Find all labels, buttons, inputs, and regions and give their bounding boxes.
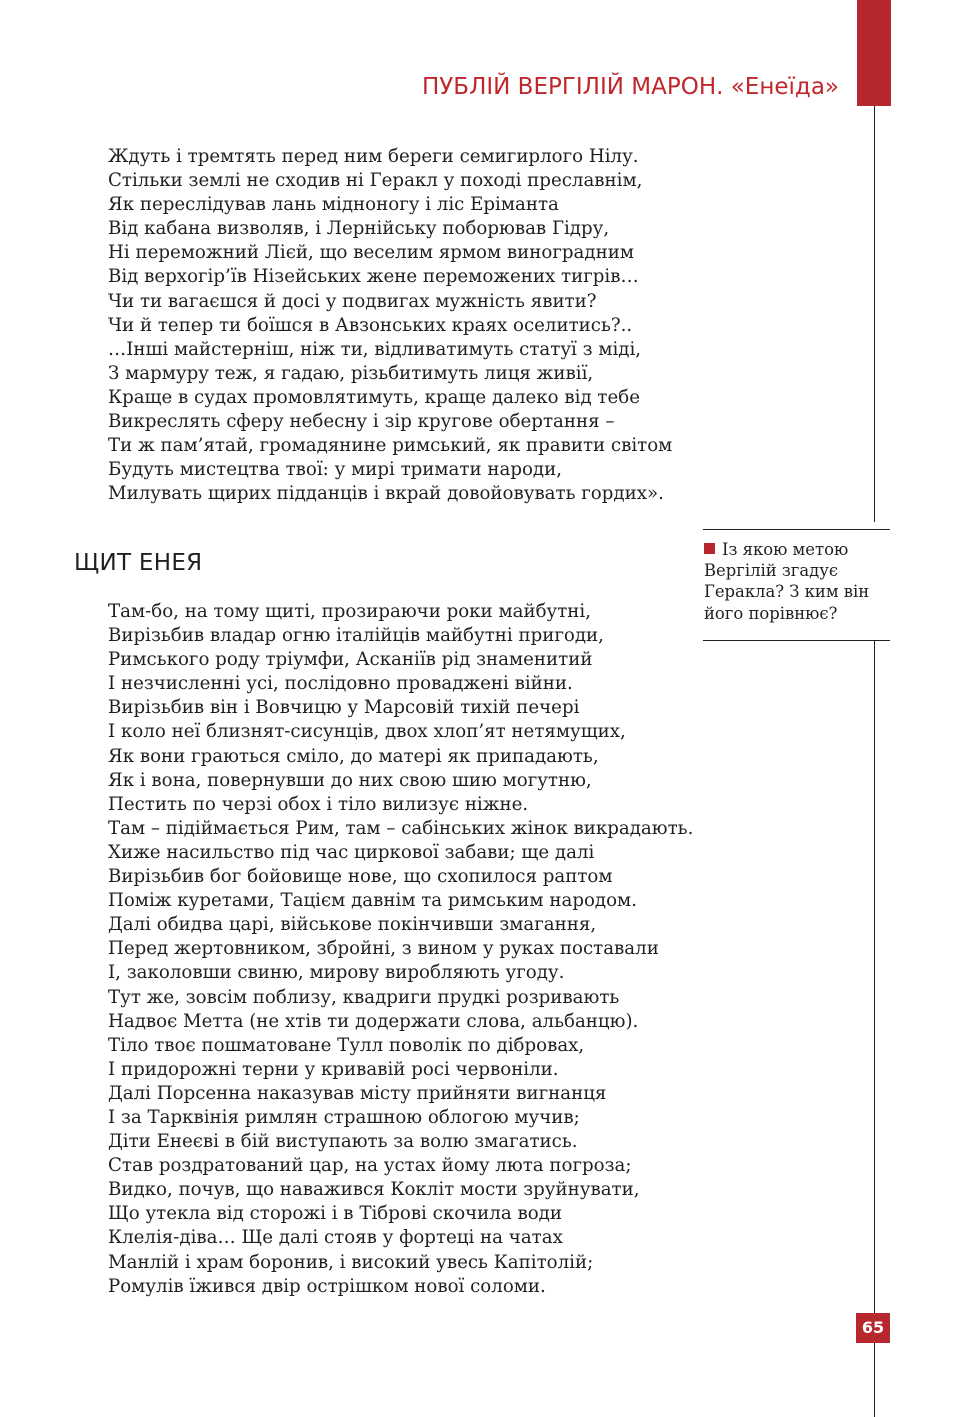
- poem-line: Тут же, зовсім поблизу, квадриги прудкі розривають: [108, 986, 620, 1008]
- poem-line: Краще в судах промовлятимуть, краще далеко від тебе: [108, 386, 640, 408]
- poem-line: Манлій і храм боронив, і високий увесь Капітолій;: [108, 1251, 594, 1273]
- poem-line: Що утекла від сторожі і в Тіброві скочила води: [108, 1203, 562, 1225]
- poem-line: І за Тарквінія римлян страшною облогою мучив;: [108, 1106, 580, 1128]
- sidebar-question-text: Із якою метою Вергілій згадує Геракла? З ким він його порівнює?: [704, 540, 870, 623]
- margin-rule-bottom: [874, 641, 875, 1313]
- poem-line: …Інші майстерніш, ніж ти, відливатимуть статуї з міді,: [108, 338, 642, 360]
- poem-line: Милувать щирих підданців і вкрай довойовувать гордих».: [108, 483, 664, 505]
- poem-line: Видко, почув, що наважився Коклiт мости зруйнувати,: [108, 1179, 640, 1201]
- poem-top: [108, 145, 672, 506]
- poem-line: Ти ж пам’ятай, громадянине римський, як правити світом: [108, 435, 673, 457]
- poem-line: Стільки землі не сходив ні Геракл у поході преславнім,: [108, 170, 643, 192]
- margin-rule-top: [874, 106, 875, 522]
- poem-line: Від кабана визволяв, і Лернійську поборював Гідру,: [108, 218, 610, 240]
- poem-line: Римського роду тріумфи, Асканіїв рід знаменитий: [108, 649, 593, 671]
- poem-line: Як і вона, повернувши до них свою шию могутню,: [108, 769, 592, 791]
- poem-line: І придорожні терни у кривавій росі червоніли.: [108, 1058, 559, 1080]
- poem-line: Будуть мистецтва твої: у мирі тримати народи,: [108, 459, 563, 481]
- poem-line: Ромулів їжився двір острішком нової соломи.: [108, 1275, 546, 1297]
- sidebar-rule-bottom: [703, 640, 890, 641]
- poem-line: Клелія-діва… Ще далі стояв у фортеці на чатах: [108, 1227, 563, 1249]
- poem-line: Діти Енеєві в бій виступають за волю змагатись.: [108, 1131, 578, 1153]
- poem-line: Вирізьбив бог бойовище нове, що схопилося раптом: [108, 866, 613, 888]
- poem-line: Ждуть і тремтять перед ним береги семигирлого Нілу.: [108, 146, 639, 167]
- poem-line: І незчисленні усі, послідовно проваджені війни.: [108, 673, 573, 695]
- sidebar-rule-top: [703, 529, 890, 530]
- poem-line: Як переслідував лань мідноногу і ліс Ерiманта: [108, 194, 559, 216]
- poem-line: Там-бо, на тому щиті, прозираючи роки майбутні,: [108, 601, 591, 622]
- poem-line: Далі Порсенна наказував місту прийняти вигнанця: [108, 1082, 607, 1104]
- poem-line: Перед жертовником, збройні, з вином у руках поставали: [108, 938, 659, 960]
- poem-line: Пестить по черзі обох і тіло вилизує ніжне.: [108, 793, 529, 815]
- poem-line: Викреслять сферу небесну і зір кругове обертання –: [108, 411, 615, 433]
- poem-line: Надвоє Метта (не хтів ти додержати слова, альбанцю).: [108, 1010, 639, 1032]
- poem-line: З мармуру теж, я гадаю, різьбитимуть лиця живії,: [108, 362, 594, 384]
- poem-line: Від верхогір’їв Нізейських жене переможених тигрів…: [108, 266, 639, 288]
- poem-line: Вирізьбив владар огню італійців майбутні пригоди,: [108, 625, 604, 647]
- margin-rule-footer: [874, 1343, 875, 1417]
- poem-line: Ні переможний Лієй, що веселим ярмом виноградним: [108, 242, 634, 264]
- poem-line: Поміж куретами, Тацієм давнім та римським народом.: [108, 890, 637, 912]
- poem-line: Хиже насильство під час циркової забави; ще далі: [108, 841, 595, 863]
- poem-line: Тіло твоє пошматоване Тулл поволік по дібровах,: [108, 1034, 585, 1056]
- poem-line: Там – підіймається Рим, там – сабінських жінок викрадають.: [108, 817, 694, 839]
- poem-line: Як вони граються сміло, до матері як припадають,: [108, 745, 599, 767]
- poem-line: Чи ти вагаєшся й досі у подвигах мужність явити?: [108, 290, 597, 312]
- page-number: 65: [856, 1313, 890, 1343]
- poem-line: Став роздратований цар, на устах йому люта погроза;: [108, 1155, 632, 1177]
- poem-line: Чи й тепер ти боїшся в Авзонських краях оселитись?..: [108, 314, 633, 336]
- chapter-tab: [857, 0, 891, 106]
- poem-line: І, заколовши свиню, мирову виробляють угоду.: [108, 962, 565, 984]
- poem-line: Далі обидва царі, військове покінчивши змагання,: [108, 914, 597, 936]
- running-header: ПУБЛІЙ ВЕРГІЛІЙ МАРОН. «Енеїда»: [422, 74, 839, 100]
- poem-shield: [108, 600, 693, 1299]
- poem-line: Вирізьбив він і Вовчицю у Марсовій тихій печері: [108, 697, 580, 719]
- section-title: ЩИТ ЕНЕЯ: [74, 550, 203, 576]
- square-bullet-icon: [704, 543, 715, 554]
- poem-line: І коло неї близнят-сисунців, двох хлоп’ят нетямущих,: [108, 721, 626, 743]
- sidebar-question: [704, 539, 890, 624]
